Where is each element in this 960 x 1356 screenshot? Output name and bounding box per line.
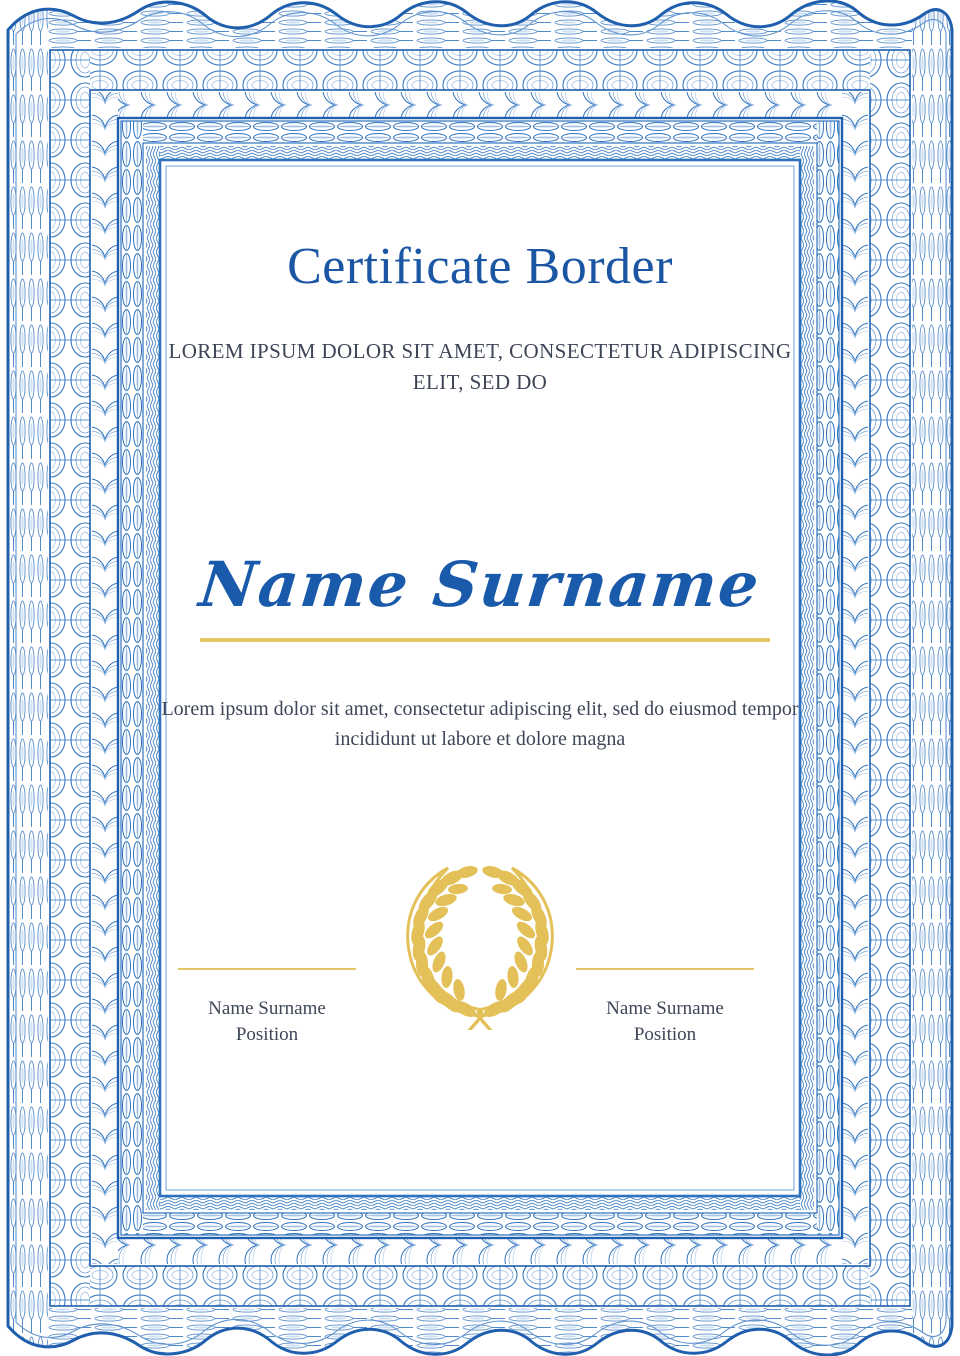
laurel-wreath-icon (396, 860, 564, 1030)
signature-block-left (178, 968, 356, 1048)
recipient-underline (200, 638, 770, 642)
signature-line-left (178, 968, 356, 970)
signature-line-right (576, 968, 754, 970)
signature-position-right: Position (633, 1024, 697, 1045)
certificate-content (120, 108, 840, 1248)
recipient-name: Name Surname (196, 548, 765, 621)
signature-position-left: Position (235, 1024, 299, 1045)
body-paragraph: Lorem ipsum dolor sit amet, consectetur adipiscing elit, sed do eiusmod tempor incididunt ut labore et dolore magna (161, 698, 799, 750)
signature-name-left: Name Surname (208, 998, 326, 1019)
signature-name-right: Name Surname (606, 998, 724, 1019)
subtitle-text: LOREM IPSUM DOLOR SIT AMET, CONSECTETUR ADIPISCING ELIT, SED DO (168, 339, 792, 394)
page-title: Certificate Border (287, 238, 673, 295)
signature-block-right (576, 968, 754, 1048)
